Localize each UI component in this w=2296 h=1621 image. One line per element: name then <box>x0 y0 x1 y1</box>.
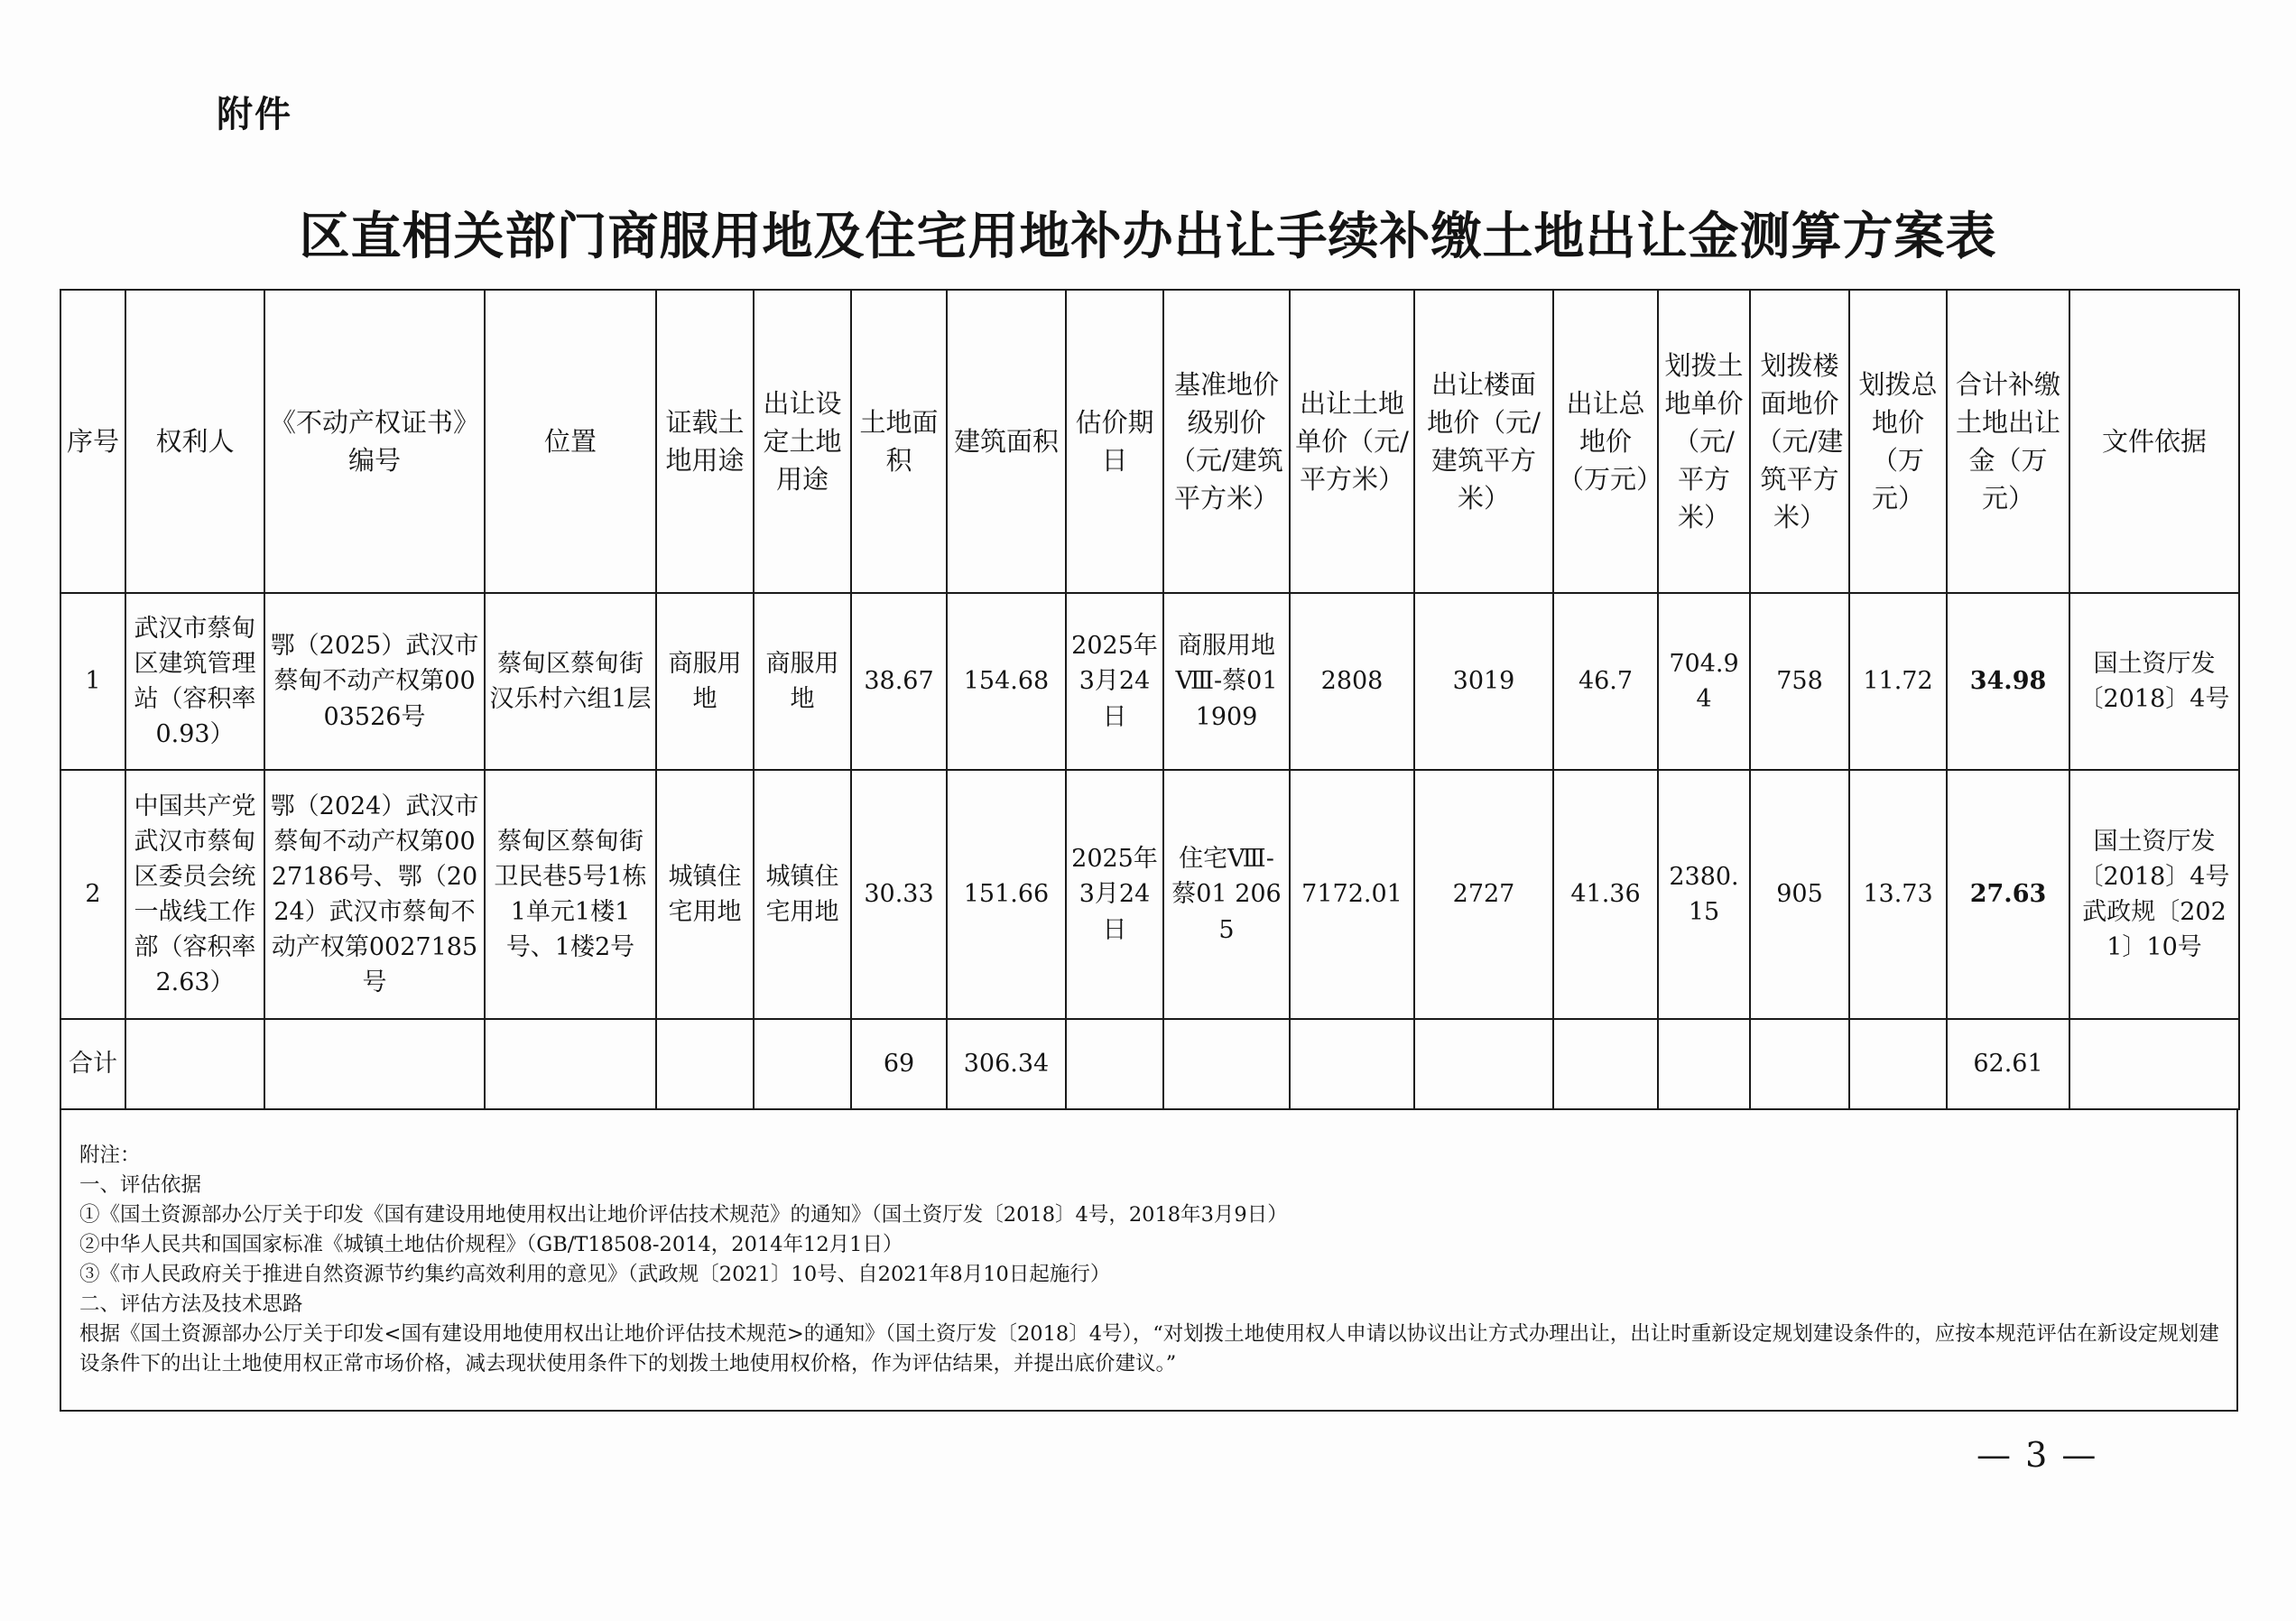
table-cell: 11.72 <box>1849 593 1947 770</box>
header-cell: 划拨总地价（万元） <box>1849 290 1947 593</box>
table-cell: 2025年3月24日 <box>1066 593 1163 770</box>
table-cell: 2727 <box>1414 770 1553 1019</box>
table-cell: 7172.01 <box>1290 770 1414 1019</box>
header-cell: 文件依据 <box>2069 290 2239 593</box>
notes-section <box>60 1108 2238 1412</box>
header-cell: 出让总地价（万元） <box>1553 290 1658 593</box>
table-cell: 3019 <box>1414 593 1553 770</box>
header-cell: 估价期日 <box>1066 290 1163 593</box>
total-land-area: 69 <box>851 1019 947 1109</box>
header-cell: 建筑面积 <box>947 290 1066 593</box>
table-cell: 鄂（2024）武汉市蔡甸不动产权第0027186号、鄂（2024）武汉市蔡甸不动产权第0027185号 <box>264 770 485 1019</box>
table-cell: 蔡甸区蔡甸街汉乐村六组1层 <box>485 593 656 770</box>
table-cell <box>2069 1019 2239 1109</box>
attachment-label: 附件 <box>217 94 292 135</box>
table-cell <box>1553 1019 1658 1109</box>
table-cell: 154.68 <box>947 593 1066 770</box>
header-cell: 位置 <box>485 290 656 593</box>
table-cell: 商服用地 <box>656 593 754 770</box>
table-cell: 2025年3月24日 <box>1066 770 1163 1019</box>
table-cell: 41.36 <box>1553 770 1658 1019</box>
total-payment: 62.61 <box>1947 1019 2069 1109</box>
table-cell: 704.94 <box>1658 593 1750 770</box>
total-building-area: 306.34 <box>947 1019 1066 1109</box>
header-cell: 证载土地用途 <box>656 290 754 593</box>
table-cell: 38.67 <box>851 593 947 770</box>
table-row <box>60 593 2239 770</box>
land-fee-table <box>60 289 2240 1110</box>
table-cell: 鄂（2025）武汉市蔡甸不动产权第0003526号 <box>264 593 485 770</box>
table-cell: 国土资厅发〔2018〕4号 武政规〔2021〕10号 <box>2069 770 2239 1019</box>
table-cell <box>125 1019 264 1109</box>
table-cell <box>485 1019 656 1109</box>
header-cell: 出让设定土地用途 <box>754 290 851 593</box>
table-cell <box>1849 1019 1947 1109</box>
table-cell <box>1163 1019 1290 1109</box>
table-row <box>60 770 2239 1019</box>
header-row <box>60 290 2239 593</box>
header-cell: 基准地价级别价（元/建筑平方米） <box>1163 290 1290 593</box>
table-cell: 1 <box>60 593 125 770</box>
table-cell <box>1658 1019 1750 1109</box>
table-cell <box>1750 1019 1849 1109</box>
table-cell <box>754 1019 851 1109</box>
table-cell <box>1414 1019 1553 1109</box>
total-label: 合计 <box>60 1019 125 1109</box>
header-cell: 出让土地单价（元/平方米） <box>1290 290 1414 593</box>
table-cell: 2380.15 <box>1658 770 1750 1019</box>
table-cell: 住宅Ⅷ-蔡01 2065 <box>1163 770 1290 1019</box>
header-cell: 序号 <box>60 290 125 593</box>
table-cell: 蔡甸区蔡甸街卫民巷5号1栋1单元1楼1号、1楼2号 <box>485 770 656 1019</box>
table-cell: 中国共产党武汉市蔡甸区委员会统一战线工作部（容积率2.63） <box>125 770 264 1019</box>
table-cell: 2808 <box>1290 593 1414 770</box>
table-cell: 武汉市蔡甸区建筑管理站（容积率0.93） <box>125 593 264 770</box>
table-cell: 城镇住宅用地 <box>656 770 754 1019</box>
document-title: 区直相关部门商服用地及住宅用地补办出让手续补缴土地出让金测算方案表 <box>299 208 1997 266</box>
table-cell: 30.33 <box>851 770 947 1019</box>
table-cell <box>656 1019 754 1109</box>
table-cell: 151.66 <box>947 770 1066 1019</box>
table-cell <box>264 1019 485 1109</box>
table-cell: 国土资厅发〔2018〕4号 <box>2069 593 2239 770</box>
table-cell <box>1290 1019 1414 1109</box>
notes-section2-title: 二、评估方法及技术思路 <box>79 1292 303 1316</box>
table-cell: 2 <box>60 770 125 1019</box>
header-cell: 权利人 <box>125 290 264 593</box>
page-number: — 3 — <box>1977 1435 2098 1475</box>
header-cell: 出让楼面地价（元/建筑平方米） <box>1414 290 1553 593</box>
total-row <box>60 1019 2239 1109</box>
notes-section1-title: 一、评估依据 <box>79 1173 202 1197</box>
notes-item-1: ①《国土资源部办公厅关于印发《国有建设用地使用权出让地价评估技术规范》的通知》（国土资厅发〔2018〕4号，2018年3月9日） <box>79 1203 1288 1227</box>
header-cell: 合计补缴土地出让金（万元） <box>1947 290 2069 593</box>
table-cell: 城镇住宅用地 <box>754 770 851 1019</box>
table-cell: 13.73 <box>1849 770 1947 1019</box>
notes-item-3: ③《市人民政府关于推进自然资源节约集约高效利用的意见》（武政规〔2021〕10号、自2021年8月10日起施行） <box>79 1263 1111 1286</box>
table-cell: 27.63 <box>1947 770 2069 1019</box>
header-cell: 划拨楼面地价（元/建筑平方米） <box>1750 290 1849 593</box>
header-cell: 土地面积 <box>851 290 947 593</box>
table-cell: 34.98 <box>1947 593 2069 770</box>
notes-paragraph: 根据《国土资源部办公厅关于印发<国有建设用地使用权出让地价评估技术规范>的通知》（国土资厅发〔2018〕4号），“对划拨土地使用权人申请以协议出让方式办理出让，出让时重新设定规划建设条件的，应按本规范评估在新设定规划建设条件下的出让土地使用权正常市场价格，减去现状使用条件下的划拨土地使用权价格，作为评估结果，并提出底价建议。” <box>79 1322 2219 1376</box>
table-cell: 758 <box>1750 593 1849 770</box>
header-cell: 《不动产权证书》编号 <box>264 290 485 593</box>
notes-item-2: ②中华人民共和国国家标准《城镇土地估价规程》（GB/T18508-2014，2014年12月1日） <box>79 1233 903 1256</box>
table-cell: 905 <box>1750 770 1849 1019</box>
table-cell: 46.7 <box>1553 593 1658 770</box>
table-cell: 商服用地 <box>754 593 851 770</box>
header-cell: 划拨土地单价（元/平方米） <box>1658 290 1750 593</box>
table-cell <box>1066 1019 1163 1109</box>
table-cell: 商服用地Ⅷ-蔡01 1909 <box>1163 593 1290 770</box>
notes-heading: 附注： <box>79 1144 141 1167</box>
